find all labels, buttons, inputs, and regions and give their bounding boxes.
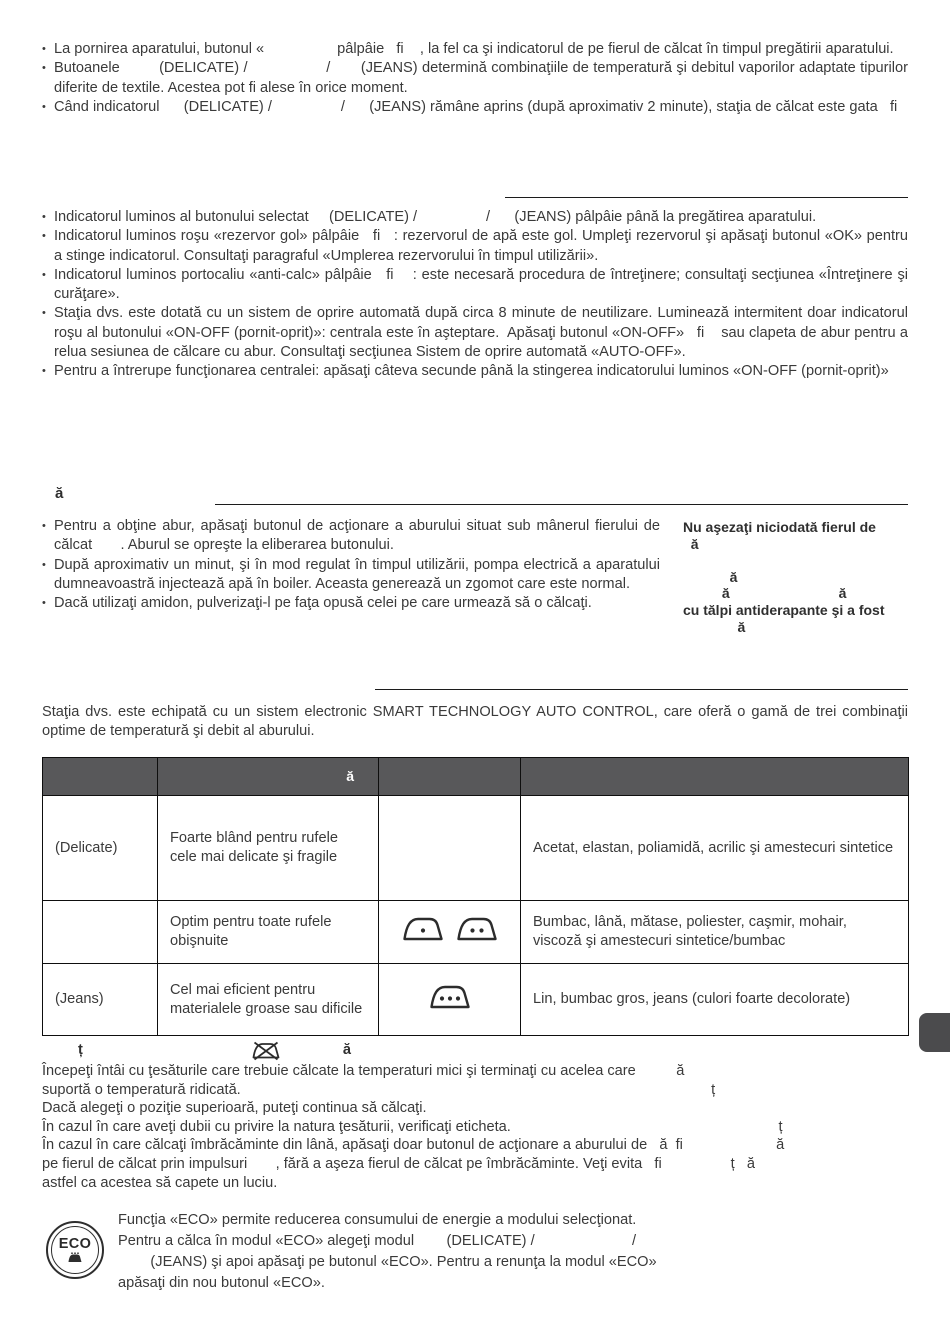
no-iron-icon	[251, 1040, 281, 1062]
header-cell-symbol	[379, 758, 521, 796]
list-item: • Indicatorul luminos al butonului selectat (DELICATE) / / (JEANS) pâlpâie până la pregătirea aparatului.	[42, 208, 908, 227]
eco-line: apăsaţi din nou butonul «ECO».	[118, 1274, 325, 1291]
cell-fabrics: Bumbac, lână, mătase, poliester, caşmir, mohair, viscoză şi amestecuri sintetice/bumbac	[521, 901, 909, 964]
smart-intro-paragraph: Staţia dvs. este echipată cu un sistem electronic SMART TECHNOLOGY AUTO CONTROL, care oferă o gamă de trei combinaţii optime de temperatură şi debit al aburului.	[42, 704, 908, 740]
smart-control-table	[42, 757, 909, 1036]
tip-line: Dacă alegeţi o poziţie superioară, puteţi continua să călcaţi.	[42, 1100, 427, 1117]
eco-badge-label: ECO	[58, 1236, 92, 1253]
table-row	[43, 964, 909, 1036]
note-line: ă	[683, 618, 746, 635]
list-item: • Pentru a întrerupe funcţionarea centralei: apăsaţi câteva secunde până la stingerea indicatorului luminos «ON-OFF (pornit-oprit)»	[42, 362, 908, 381]
list-item: • La pornirea aparatului, butonul « pâlpâie fi , la fel ca şi indicatorul de pe fierul de călcat în timpul pregătirii aparatului.	[42, 40, 908, 59]
caution-fragment: ă	[342, 1042, 351, 1059]
note-line: ă ă	[683, 585, 847, 602]
table-row	[43, 901, 909, 964]
tip-line: pe fierul de călcat prin impulsuri , fără a aşeza fierul de călcat pe îmbrăcăminte. Veţi evita fi ț ă	[42, 1155, 755, 1172]
section-heading-fragment: ă	[55, 485, 64, 502]
note-line: ă	[683, 535, 699, 552]
cell-symbol	[379, 964, 521, 1036]
tips-paragraphs	[42, 1062, 922, 1192]
header-cell-fabrics	[521, 758, 909, 796]
page-edge-tab	[919, 1013, 950, 1052]
list-item: • Butoanele (DELICATE) / / (JEANS) determină combinaţiile de temperatură şi debitul vaporilor adaptate tipurilor diferite de textile. Acestea pot fi alese în orice moment.	[42, 59, 908, 98]
cell-desc: Foarte blând pentru rufele cele mai delicate şi fragile	[158, 796, 379, 901]
cell-desc: Cel mai eficient pentru materialele groase sau dificile	[158, 964, 379, 1036]
list-item: • Dacă utilizaţi amidon, pulverizaţi-l pe faţa opusă celei pe care urmează să o călcaţi.	[42, 594, 660, 613]
section-rule	[505, 197, 908, 198]
list-item: • Indicatorul luminos roşu «rezervor gol» pâlpâie fi : rezervorul de apă este gol. Umpleţi rezervorul şi apăsaţi butonul «OK» pentru a stinge indicatorul. Consultaţi paragraful «Umplerea rezervorului în timpul utilizării».	[42, 227, 908, 266]
section-rule	[375, 689, 908, 690]
header-cell-setting: ă	[158, 758, 379, 796]
list-item: • Pentru a obţine abur, apăsaţi butonul de acţionare a aburului situat sub mânerul fierului de călcat . Aburul se opreşte la eliberarea butonului.	[42, 517, 660, 556]
iron-three-dot-icon	[428, 982, 472, 1012]
note-line: ă	[683, 568, 738, 585]
note-line: cu tălpi antiderapante şi a fost	[683, 601, 885, 618]
cell-mode: (Jeans)	[43, 964, 158, 1036]
note-line	[683, 552, 911, 569]
list-item: • Indicatorul luminos portocaliu «anti-calc» pâlpâie fi : este necesară procedura de întreţinere; consultaţi secţiunea «Întreţinere şi curăţare».	[42, 266, 908, 305]
cell-symbol	[379, 901, 521, 964]
table-row	[43, 796, 909, 901]
cell-desc: Optim pentru toate rufele obişnuite	[158, 901, 379, 964]
list-item: • Când indicatorul (DELICATE) / / (JEANS) rămâne aprins (după aproximativ 2 minute), staţia de călcat este gata fi	[42, 98, 908, 117]
table-header-row	[43, 758, 909, 796]
cell-mode: (Delicate)	[43, 796, 158, 901]
cell-fabrics: Acetat, elastan, poliamidă, acrilic şi amestecuri sintetice	[521, 796, 909, 901]
list-item: • După aproximativ un minut, şi în mod regulat în timpul utilizării, pompa electrică a aparatului dumneavoastră injectează apă în boiler. Aceasta generează un zgomot care este normal.	[42, 556, 660, 595]
eco-badge	[46, 1221, 104, 1279]
indicator-bullet-list	[42, 208, 908, 382]
steam-bullet-list	[42, 517, 660, 613]
caution-line	[78, 1040, 351, 1062]
tip-line: Începeţi întâi cu ţesăturile care trebuie călcate la temperaturi mici şi terminaţi cu acelea care ă	[42, 1063, 685, 1079]
steam-iron-icon	[67, 1252, 83, 1263]
header-cell-mode	[43, 758, 158, 796]
intro-bullet-list	[42, 40, 908, 117]
tip-line: suportă o temperatură ridicată. ț	[42, 1081, 716, 1098]
section-rule	[215, 504, 908, 505]
eco-badge-core	[59, 1237, 92, 1263]
list-item: • Staţia dvs. este dotată cu un sistem de oprire automată după circa 8 minute de neutilizare. Luminează intermitent doar indicatorul roşu al butonului «ON-OFF (pornit-oprit)»: centrala este în aşteptare. Apăsaţi butonul «ON-OFF» fi sau clapeta de abur pentru a relua sesiunea de călcare cu abur. Consultaţi secţiunea Sistem de oprire automată «AUTO-OFF».	[42, 304, 908, 362]
cell-fabrics: Lin, bumbac gros, jeans (culori foarte decolorate)	[521, 964, 909, 1036]
iron-one-dot-icon	[401, 914, 445, 944]
tip-line: În cazul în care călcaţi îmbrăcăminte din lână, apăsaţi doar butonul de acţionare a aburului de ă fi ă	[42, 1137, 785, 1154]
eco-line: Funcţia «ECO» permite reducerea consumului de energie a modului selecţionat.	[118, 1212, 637, 1228]
eco-line: Pentru a călca în modul «ECO» alegeţi modul (DELICATE) / /	[118, 1232, 637, 1249]
tip-line: astfel ca acestea să capete un luciu.	[42, 1174, 278, 1191]
eco-line: (JEANS) şi apoi apăsaţi pe butonul «ECO». Pentru a renunţa la modul «ECO»	[118, 1253, 657, 1270]
eco-paragraph	[118, 1211, 734, 1295]
tip-line: În cazul în care aveţi dubii cu privire la natura ţesăturii, verificaţi eticheta. ț	[42, 1118, 783, 1135]
cell-symbol	[379, 796, 521, 901]
safety-note	[683, 519, 911, 635]
iron-two-dot-icon	[455, 914, 499, 944]
note-line: Nu aşezaţi niciodată fierul de	[683, 519, 876, 535]
caution-fragment: ț	[78, 1042, 83, 1059]
cell-mode	[43, 901, 158, 964]
